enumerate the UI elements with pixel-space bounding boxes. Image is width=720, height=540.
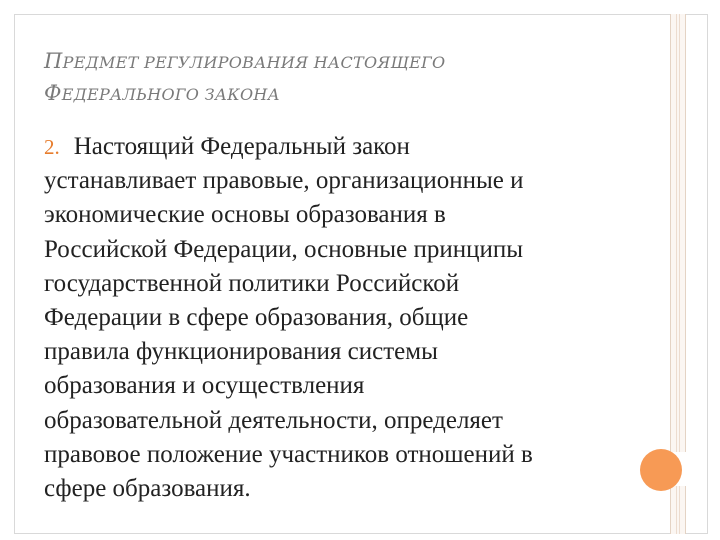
title-line-2-rest: ЕДЕРАЛЬНОГО ЗАКОНА bbox=[61, 85, 281, 104]
item-number: 2. bbox=[44, 135, 60, 159]
title-line-2 bbox=[44, 81, 281, 105]
slide-title bbox=[44, 46, 664, 110]
body-line: сфере образования. bbox=[44, 475, 251, 503]
body-line: Федерации в сфере образования, общие bbox=[44, 304, 469, 332]
body-line: образования и осуществления bbox=[44, 372, 365, 400]
body-line: правила функционирования системы bbox=[44, 338, 438, 366]
title-line-1-rest: РЕДМЕТ РЕГУЛИРОВАНИЯ НАСТОЯЩЕГО bbox=[62, 53, 446, 72]
body-paragraph bbox=[44, 130, 664, 506]
title-line-2-initial: Ф bbox=[44, 81, 62, 105]
body-line: правовое положение участников отношений в bbox=[44, 440, 533, 468]
title-line-1-initial: П bbox=[44, 49, 63, 73]
body-line: государственной политики Российской bbox=[44, 269, 460, 297]
body-line: экономические основы образования в bbox=[44, 201, 446, 229]
body-line: Российской Федерации, основные принципы bbox=[44, 235, 524, 263]
body-line bbox=[44, 130, 664, 164]
body-line: устанавливает правовые, организационные и bbox=[44, 167, 524, 195]
title-line-1 bbox=[44, 49, 446, 73]
body-line: образовательной деятельности, определяет bbox=[44, 406, 503, 434]
body-line-text: Настоящий Федеральный закон bbox=[73, 133, 410, 160]
